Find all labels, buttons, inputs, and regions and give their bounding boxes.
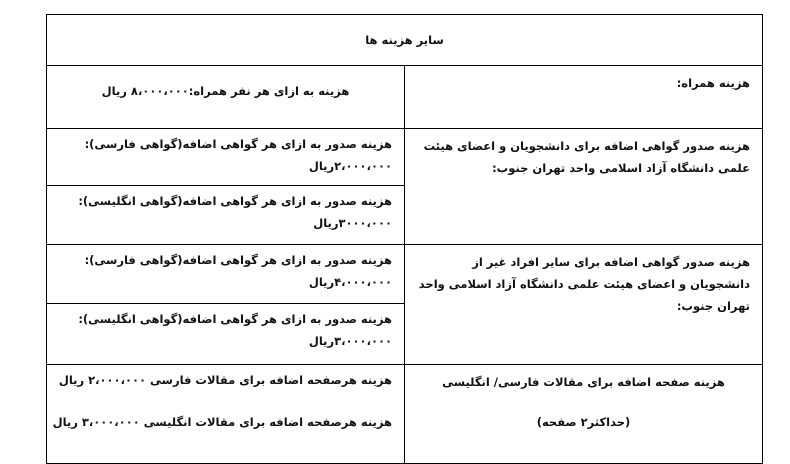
- other-fees-table: [46, 14, 763, 464]
- members-english-certificate-label: هزینه صدور به ازای هر گواهی اضافه(گواهی انگلیسی):: [78, 194, 392, 208]
- extra-pages-fees-cell: [47, 365, 405, 464]
- others-english-certificate-label: هزینه صدور به ازای هر گواهی اضافه(گواهی انگلیسی):: [78, 312, 392, 326]
- others-certificate-persian-row: [47, 245, 763, 304]
- companion-fee-row: [47, 66, 763, 129]
- companion-fee-label: هزینه همراه:: [405, 66, 763, 129]
- members-english-certificate-value: ۳۰۰۰،۰۰۰ریال: [313, 216, 392, 230]
- companion-fee-value: هزینه به ازای هر نفر همراه:۸،۰۰۰،۰۰۰ ریال: [47, 66, 405, 129]
- persian-extra-page-fee: هزینه هرصفحه اضافه برای مقالات فارسی ۲،۰۰۰،۰۰۰ ریال: [58, 373, 392, 387]
- members-persian-certificate-label: هزینه صدور به ازای هر گواهی اضافه(گواهی فارسی):: [84, 137, 392, 151]
- table-title: سایر هزینه ها: [47, 15, 763, 66]
- others-certificate-english-cell: [47, 304, 405, 365]
- fee-spacer: [59, 391, 392, 411]
- extra-pages-label-cell: [405, 365, 763, 464]
- table-header-row: [47, 15, 763, 66]
- others-certificate-persian-cell: [47, 245, 405, 304]
- members-certificate-persian-cell: [47, 129, 405, 186]
- others-certificate-label: هزینه صدور گواهی اضافه برای سایر افراد غیر از دانشجویان و اعضای هیئت علمی دانشگاه آزاد اسلامی واحد تهران جنوب:: [405, 245, 763, 365]
- others-persian-certificate-label: هزینه صدور به ازای هر گواهی اضافه(گواهی فارسی):: [84, 253, 392, 267]
- members-certificate-label: هزینه صدور گواهی اضافه برای دانشجویان و اعضای هیئت علمی دانشگاه آزاد اسلامی واحد تهران جنوب:: [405, 129, 763, 245]
- extra-pages-note: (حداکثر۲ صفحه): [536, 415, 631, 429]
- extra-pages-label: هزینه صفحه اضافه برای مقالات فارسی/ انگلیسی: [442, 375, 725, 389]
- others-persian-certificate-value: ۴،۰۰۰،۰۰۰ریال: [308, 275, 392, 289]
- members-certificate-persian-row: [47, 129, 763, 186]
- extra-pages-row: [47, 365, 763, 464]
- english-extra-page-fee: هزینه هرصفحه اضافه برای مقالات انگلیسی ۳،۰۰۰،۰۰۰ ریال: [52, 415, 392, 429]
- members-persian-certificate-value: ۲،۰۰۰،۰۰۰ریال: [308, 159, 392, 173]
- others-english-certificate-value: ۳،۰۰۰،۰۰۰ریال: [308, 334, 392, 348]
- members-certificate-english-cell: [47, 186, 405, 245]
